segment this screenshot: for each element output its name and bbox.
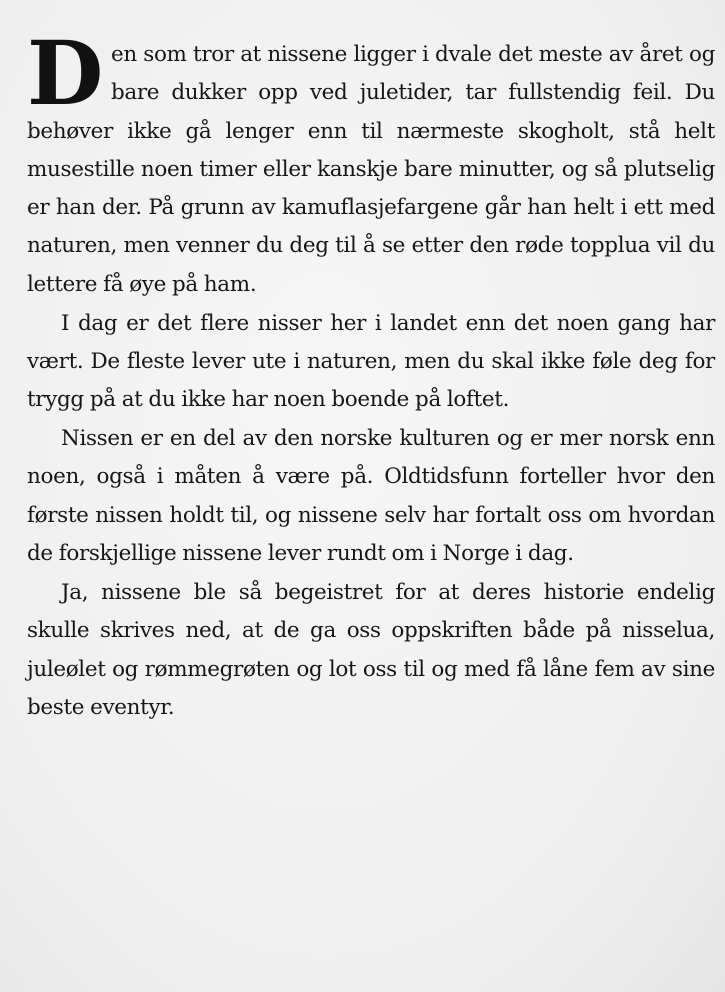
drop-cap: D [27, 21, 103, 125]
paragraph-2: I dag er det flere nisser her i landet enn det noen gang har vært. De fleste lever ute i naturen, men du skal ikke føle deg for trygg på at du ikke har noen boende på loftet. [27, 310, 715, 413]
paragraph-1 [27, 21, 715, 304]
paragraph-4: Ja, nissene ble så begeistret for at deres historie endelig skulle skrives ned, at de ga oss oppskriften både på nisselua, juleølet og rømmegrøten og lot oss til og med få låne fem av sine beste eventyr. [27, 579, 715, 720]
paragraph-3: Nissen er en del av den norske kulturen og er mer norsk enn noen, også i måten å være på. Oldtidsfunn forteller hvor den første nissen holdt til, og nissene selv har fortalt oss om hvordan de forskjellige nissene lever rundt om i Norge i dag. [27, 426, 715, 567]
paragraph-1-text: en som tror at nissene ligger i dvale det meste av året og bare dukker opp ved juletider, tar fullstendig feil. Du behøver ikke gå lenger enn til nærmeste skogholt, stå helt musestille noen timer eller kanskje bare minutter, og så plutselig er han der. På grunn av kamuflasjefargene går han helt i ett med naturen, men venner du deg til å se etter den røde topplua vil du lettere få øye på ham. [27, 42, 715, 297]
